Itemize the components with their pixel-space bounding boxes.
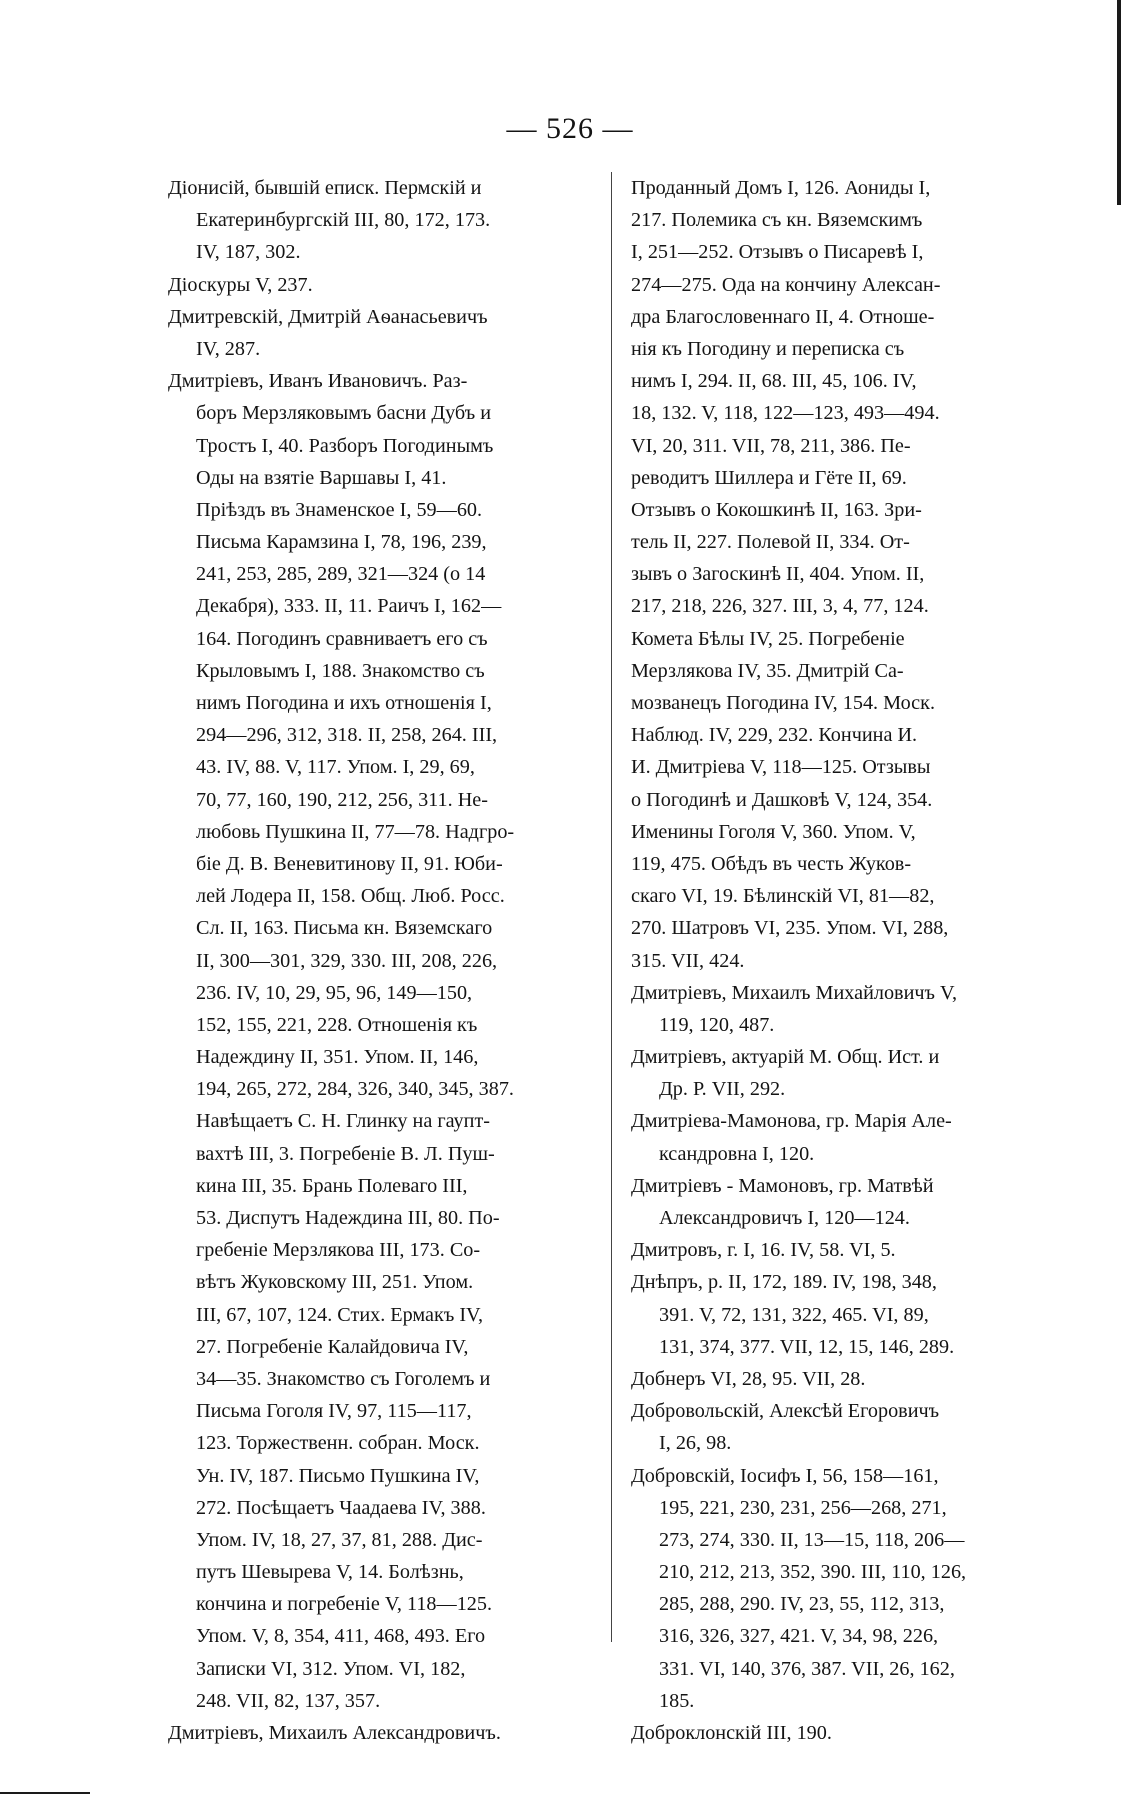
index-line: 123. Торжественн. собран. Моск. bbox=[196, 1432, 480, 1455]
index-line: кина III, 35. Брань Полеваго III, bbox=[196, 1174, 468, 1197]
index-line: Дмитріевъ - Мамоновъ, гр. Матвѣй bbox=[631, 1174, 934, 1197]
index-line: Письма Гоголя IV, 97, 115—117, bbox=[196, 1400, 472, 1423]
index-line: Письма Карамзина I, 78, 196, 239, bbox=[196, 531, 487, 554]
index-line: Дмитріевъ, Иванъ Ивановичъ. Раз- bbox=[168, 370, 468, 393]
index-line: I, 251—252. Отзывъ о Писаревѣ I, bbox=[631, 241, 924, 264]
index-line: гребеніе Мерзлякова III, 173. Со- bbox=[196, 1239, 481, 1262]
index-line: 43. IV, 88. V, 117. Упом. I, 29, 69, bbox=[196, 756, 475, 779]
index-line: Дмитровъ, г. I, 16. IV, 58. VI, 5. bbox=[631, 1239, 896, 1262]
index-line: Декабря), 333. II, 11. Раичъ I, 162— bbox=[196, 595, 502, 618]
index-line: о Погодинѣ и Дашковѣ V, 124, 354. bbox=[631, 788, 933, 811]
index-line: Оды на взятіе Варшавы I, 41. bbox=[196, 466, 447, 489]
index-line: кончина и погребеніе V, 118—125. bbox=[196, 1593, 493, 1616]
index-line: Навѣщаетъ С. Н. Глинку на гаупт- bbox=[196, 1110, 490, 1133]
index-line: 53. Диспутъ Надеждина III, 80. По- bbox=[196, 1207, 500, 1229]
index-line: 273, 274, 330. II, 13—15, 118, 206— bbox=[659, 1528, 965, 1551]
column-divider bbox=[611, 172, 612, 1642]
index-line: I, 26, 98. bbox=[659, 1432, 732, 1455]
index-line: 331. VI, 140, 376, 387. VII, 26, 162, bbox=[659, 1657, 955, 1680]
index-line: 195, 221, 230, 231, 256—268, 271, bbox=[659, 1496, 947, 1519]
index-column-left bbox=[168, 172, 588, 1749]
page-number: — 526 — bbox=[506, 112, 634, 145]
index-line: 119, 120, 487. bbox=[659, 1013, 775, 1036]
index-line: біе Д. В. Веневитинову II, 91. Юби- bbox=[196, 852, 503, 875]
index-line: Днѣпръ, р. II, 172, 189. IV, 198, 348, bbox=[631, 1271, 937, 1294]
index-line: Дмитріева-Мамонова, гр. Марія Але- bbox=[631, 1110, 952, 1133]
index-line: 248. VII, 82, 137, 357. bbox=[196, 1689, 381, 1712]
page-edge-bar bbox=[1117, 0, 1121, 205]
index-line: дра Благословеннаго II, 4. Отноше- bbox=[631, 305, 935, 328]
index-line: Тростъ I, 40. Разборъ Погодинымъ bbox=[196, 434, 494, 457]
index-line: Упом. IV, 18, 27, 37, 81, 288. Дис- bbox=[196, 1528, 483, 1551]
index-line: 294—296, 312, 318. II, 258, 264. III, bbox=[196, 724, 498, 747]
index-line: Александровичъ I, 120—124. bbox=[659, 1207, 910, 1229]
index-line: Дмитревскій, Дмитрій Аѳанасьевичъ bbox=[168, 305, 488, 328]
index-column-right bbox=[631, 172, 1056, 1749]
index-line: 210, 212, 213, 352, 390. III, 110, 126, bbox=[659, 1561, 967, 1584]
index-line: 316, 326, 327, 421. V, 34, 98, 226, bbox=[659, 1625, 939, 1648]
index-line: 27. Погребеніе Калайдовича IV, bbox=[196, 1335, 469, 1358]
index-line: 34—35. Знакомство съ Гоголемъ и bbox=[196, 1367, 491, 1390]
index-line: 164. Погодинъ сравниваетъ его съ bbox=[196, 627, 488, 650]
index-line: мозванецъ Погодина IV, 154. Моск. bbox=[631, 692, 935, 714]
index-line: Діоскуры V, 237. bbox=[168, 273, 313, 296]
index-line: скаго VI, 19. Бѣлинскій VI, 81—82, bbox=[631, 885, 935, 908]
index-line: вахтѣ III, 3. Погребеніе В. Л. Пуш- bbox=[196, 1142, 495, 1165]
index-line: Добнеръ VI, 28, 95. VII, 28. bbox=[631, 1367, 866, 1390]
index-line: И. Дмитріева V, 118—125. Отзывы bbox=[631, 756, 931, 779]
index-line: Дмитріевъ, Михаилъ Михайловичъ V, bbox=[631, 981, 958, 1004]
index-line: Мерзлякова IV, 35. Дмитрій Са- bbox=[631, 659, 904, 682]
index-line: 119, 475. Обѣдъ въ честь Жуков- bbox=[631, 852, 912, 875]
index-line: 217. Полемика съ кн. Вяземскимъ bbox=[631, 209, 923, 232]
index-line: III, 67, 107, 124. Стих. Ермакъ IV, bbox=[196, 1303, 484, 1326]
index-line: боръ Мерзляковымъ басни Дубъ и bbox=[196, 402, 491, 425]
index-line: 236. IV, 10, 29, 95, 96, 149—150, bbox=[196, 981, 473, 1004]
index-line: 315. VII, 424. bbox=[631, 949, 745, 972]
index-line: 274—275. Ода на кончину Алексан- bbox=[631, 273, 941, 296]
index-line: Екатеринбургскій III, 80, 172, 173. bbox=[196, 209, 491, 232]
index-line: Сл. II, 163. Письма кн. Вяземскаго bbox=[196, 917, 493, 940]
index-line: ксандровна I, 120. bbox=[659, 1142, 815, 1165]
index-line: любовь Пушкина II, 77—78. Надгро- bbox=[196, 820, 515, 843]
index-line: нія къ Погодину и переписка съ bbox=[631, 337, 905, 360]
index-line: Отзывъ о Кокошкинѣ II, 163. Зри- bbox=[631, 498, 922, 521]
index-line: Діонисій, бывшій еписк. Пермскій и bbox=[168, 177, 482, 199]
index-line: Комета Бѣлы IV, 25. Погребеніе bbox=[631, 627, 905, 650]
index-line: 285, 288, 290. IV, 23, 55, 112, 313, bbox=[659, 1593, 945, 1616]
index-line: реводитъ Шиллера и Гёте II, 69. bbox=[631, 466, 907, 489]
index-line: Добровольскій, Алексѣй Егоровичъ bbox=[631, 1400, 940, 1423]
index-line: II, 300—301, 329, 330. III, 208, 226, bbox=[196, 949, 498, 972]
index-line: Пріѣздъ въ Знаменское I, 59—60. bbox=[196, 498, 483, 521]
index-line: Записки VI, 312. Упом. VI, 182, bbox=[196, 1657, 466, 1680]
index-line: Крыловымъ I, 188. Знакомство съ bbox=[196, 659, 485, 682]
index-line: IV, 187, 302. bbox=[196, 241, 301, 264]
index-line: 272. Посѣщаетъ Чаадаева IV, 388. bbox=[196, 1496, 486, 1519]
index-line: Упом. V, 8, 354, 411, 468, 493. Его bbox=[196, 1625, 486, 1648]
index-line: 185. bbox=[659, 1689, 695, 1712]
index-line: 391. V, 72, 131, 322, 465. VI, 89, bbox=[659, 1303, 929, 1326]
index-line: 131, 374, 377. VII, 12, 15, 146, 289. bbox=[659, 1335, 955, 1358]
index-line: 270. Шатровъ VI, 235. Упом. VI, 288, bbox=[631, 917, 949, 940]
index-line: нимъ Погодина и ихъ отношенія I, bbox=[196, 692, 492, 714]
index-line: 70, 77, 160, 190, 212, 256, 311. Не- bbox=[196, 788, 488, 811]
index-line: зывъ о Загоскинѣ II, 404. Упом. II, bbox=[631, 563, 925, 586]
index-line: Дмитріевъ, актуарій М. Общ. Ист. и bbox=[631, 1046, 940, 1069]
index-line: Ун. IV, 187. Письмо Пушкина IV, bbox=[196, 1464, 480, 1487]
index-line: нимъ I, 294. II, 68. III, 45, 106. IV, bbox=[631, 370, 917, 393]
index-line: 217, 218, 226, 327. III, 3, 4, 77, 124. bbox=[631, 595, 929, 618]
index-line: путъ Шевырева V, 14. Болѣзнь, bbox=[196, 1561, 464, 1584]
index-line: 18, 132. V, 118, 122—123, 493—494. bbox=[631, 402, 940, 425]
index-line: лей Лодера II, 158. Общ. Люб. Росс. bbox=[196, 885, 505, 908]
index-line: IV, 287. bbox=[196, 337, 261, 360]
index-line: 152, 155, 221, 228. Отношенія къ bbox=[196, 1013, 478, 1036]
index-line: Именины Гоголя V, 360. Упом. V, bbox=[631, 820, 916, 843]
index-line: 194, 265, 272, 284, 326, 340, 345, 387. bbox=[196, 1078, 514, 1101]
index-line: 241, 253, 285, 289, 321—324 (о 14 bbox=[196, 563, 486, 586]
index-line: VI, 20, 311. VII, 78, 211, 386. Пе- bbox=[631, 434, 911, 457]
corner-mark bbox=[0, 1792, 90, 1794]
index-line: Наблюд. IV, 229, 232. Кончина И. bbox=[631, 724, 918, 747]
index-line: Др. Р. VII, 292. bbox=[659, 1078, 786, 1101]
index-line: Надеждину II, 351. Упом. II, 146, bbox=[196, 1046, 479, 1069]
index-line: Проданный Домъ I, 126. Аониды I, bbox=[631, 177, 931, 199]
index-line: Доброклонскій III, 190. bbox=[631, 1722, 832, 1744]
index-line: вѣтъ Жуковскому III, 251. Упом. bbox=[196, 1271, 474, 1294]
index-line: Добровскій, Іосифъ I, 56, 158—161, bbox=[631, 1464, 939, 1487]
index-line: Дмитріевъ, Михаилъ Александровичъ. bbox=[168, 1722, 501, 1744]
index-line: тель II, 227. Полевой II, 334. От- bbox=[631, 531, 910, 554]
